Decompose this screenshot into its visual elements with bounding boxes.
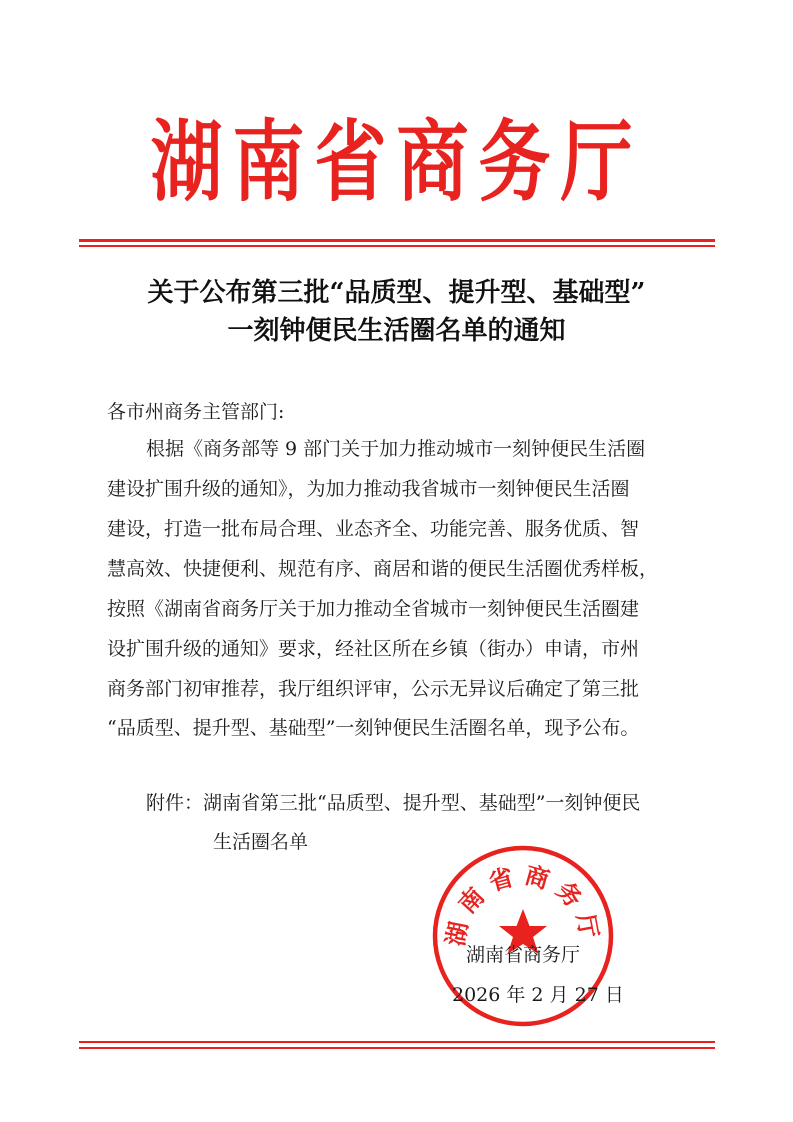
masthead-rule-thin: [79, 245, 715, 247]
body-line: 建设扩围升级的通知》，为加力推动我省城市一刻钟便民生活圈: [107, 478, 630, 500]
body-line: 设扩围升级的通知》要求，经社区所在乡镇（街办）申请，市州: [107, 638, 640, 660]
body-line: “品质型、提升型、基础型”一刻钟便民生活圈名单，现予公布。: [107, 717, 640, 739]
issuer-signature: 湖南省商务厅: [466, 944, 581, 966]
document-title-line-2: 一刻钟便民生活圈名单的通知: [227, 316, 566, 346]
salutation: 各市州商务主管部门:: [107, 401, 285, 423]
agency-masthead: 湖南省商务厅: [150, 109, 643, 214]
attachment-label-line-1: 附件：湖南省第三批“品质型、提升型、基础型”一刻钟便民: [146, 792, 641, 814]
svg-text:湖南省商务厅: 湖南省商务厅: [440, 859, 606, 949]
body-line: 慧高效、快捷便利、规范有序、商居和谐的便民生活圈优秀样板，: [107, 558, 659, 580]
body-line: 按照《湖南省商务厅关于加力推动全省城市一刻钟便民生活圈建: [107, 598, 640, 620]
footer-rule-1: [79, 1041, 715, 1043]
body-line: 根据《商务部等 9 部门关于加力推动城市一刻钟便民生活圈: [146, 438, 646, 460]
attachment-label-line-2: 生活圈名单: [213, 831, 309, 853]
document-title-line-1: 关于公布第三批“品质型、提升型、基础型”: [147, 278, 646, 308]
masthead-rule-thick: [79, 239, 715, 242]
issue-date: 2026 年 2 月 27 日: [452, 984, 624, 1006]
body-line: 建设，打造一批布局合理、业态齐全、功能完善、服务优质、智: [107, 518, 640, 540]
body-line: 商务部门初审推荐，我厅组织评审，公示无异议后确定了第三批: [107, 678, 640, 700]
footer-rule-2: [79, 1047, 715, 1049]
